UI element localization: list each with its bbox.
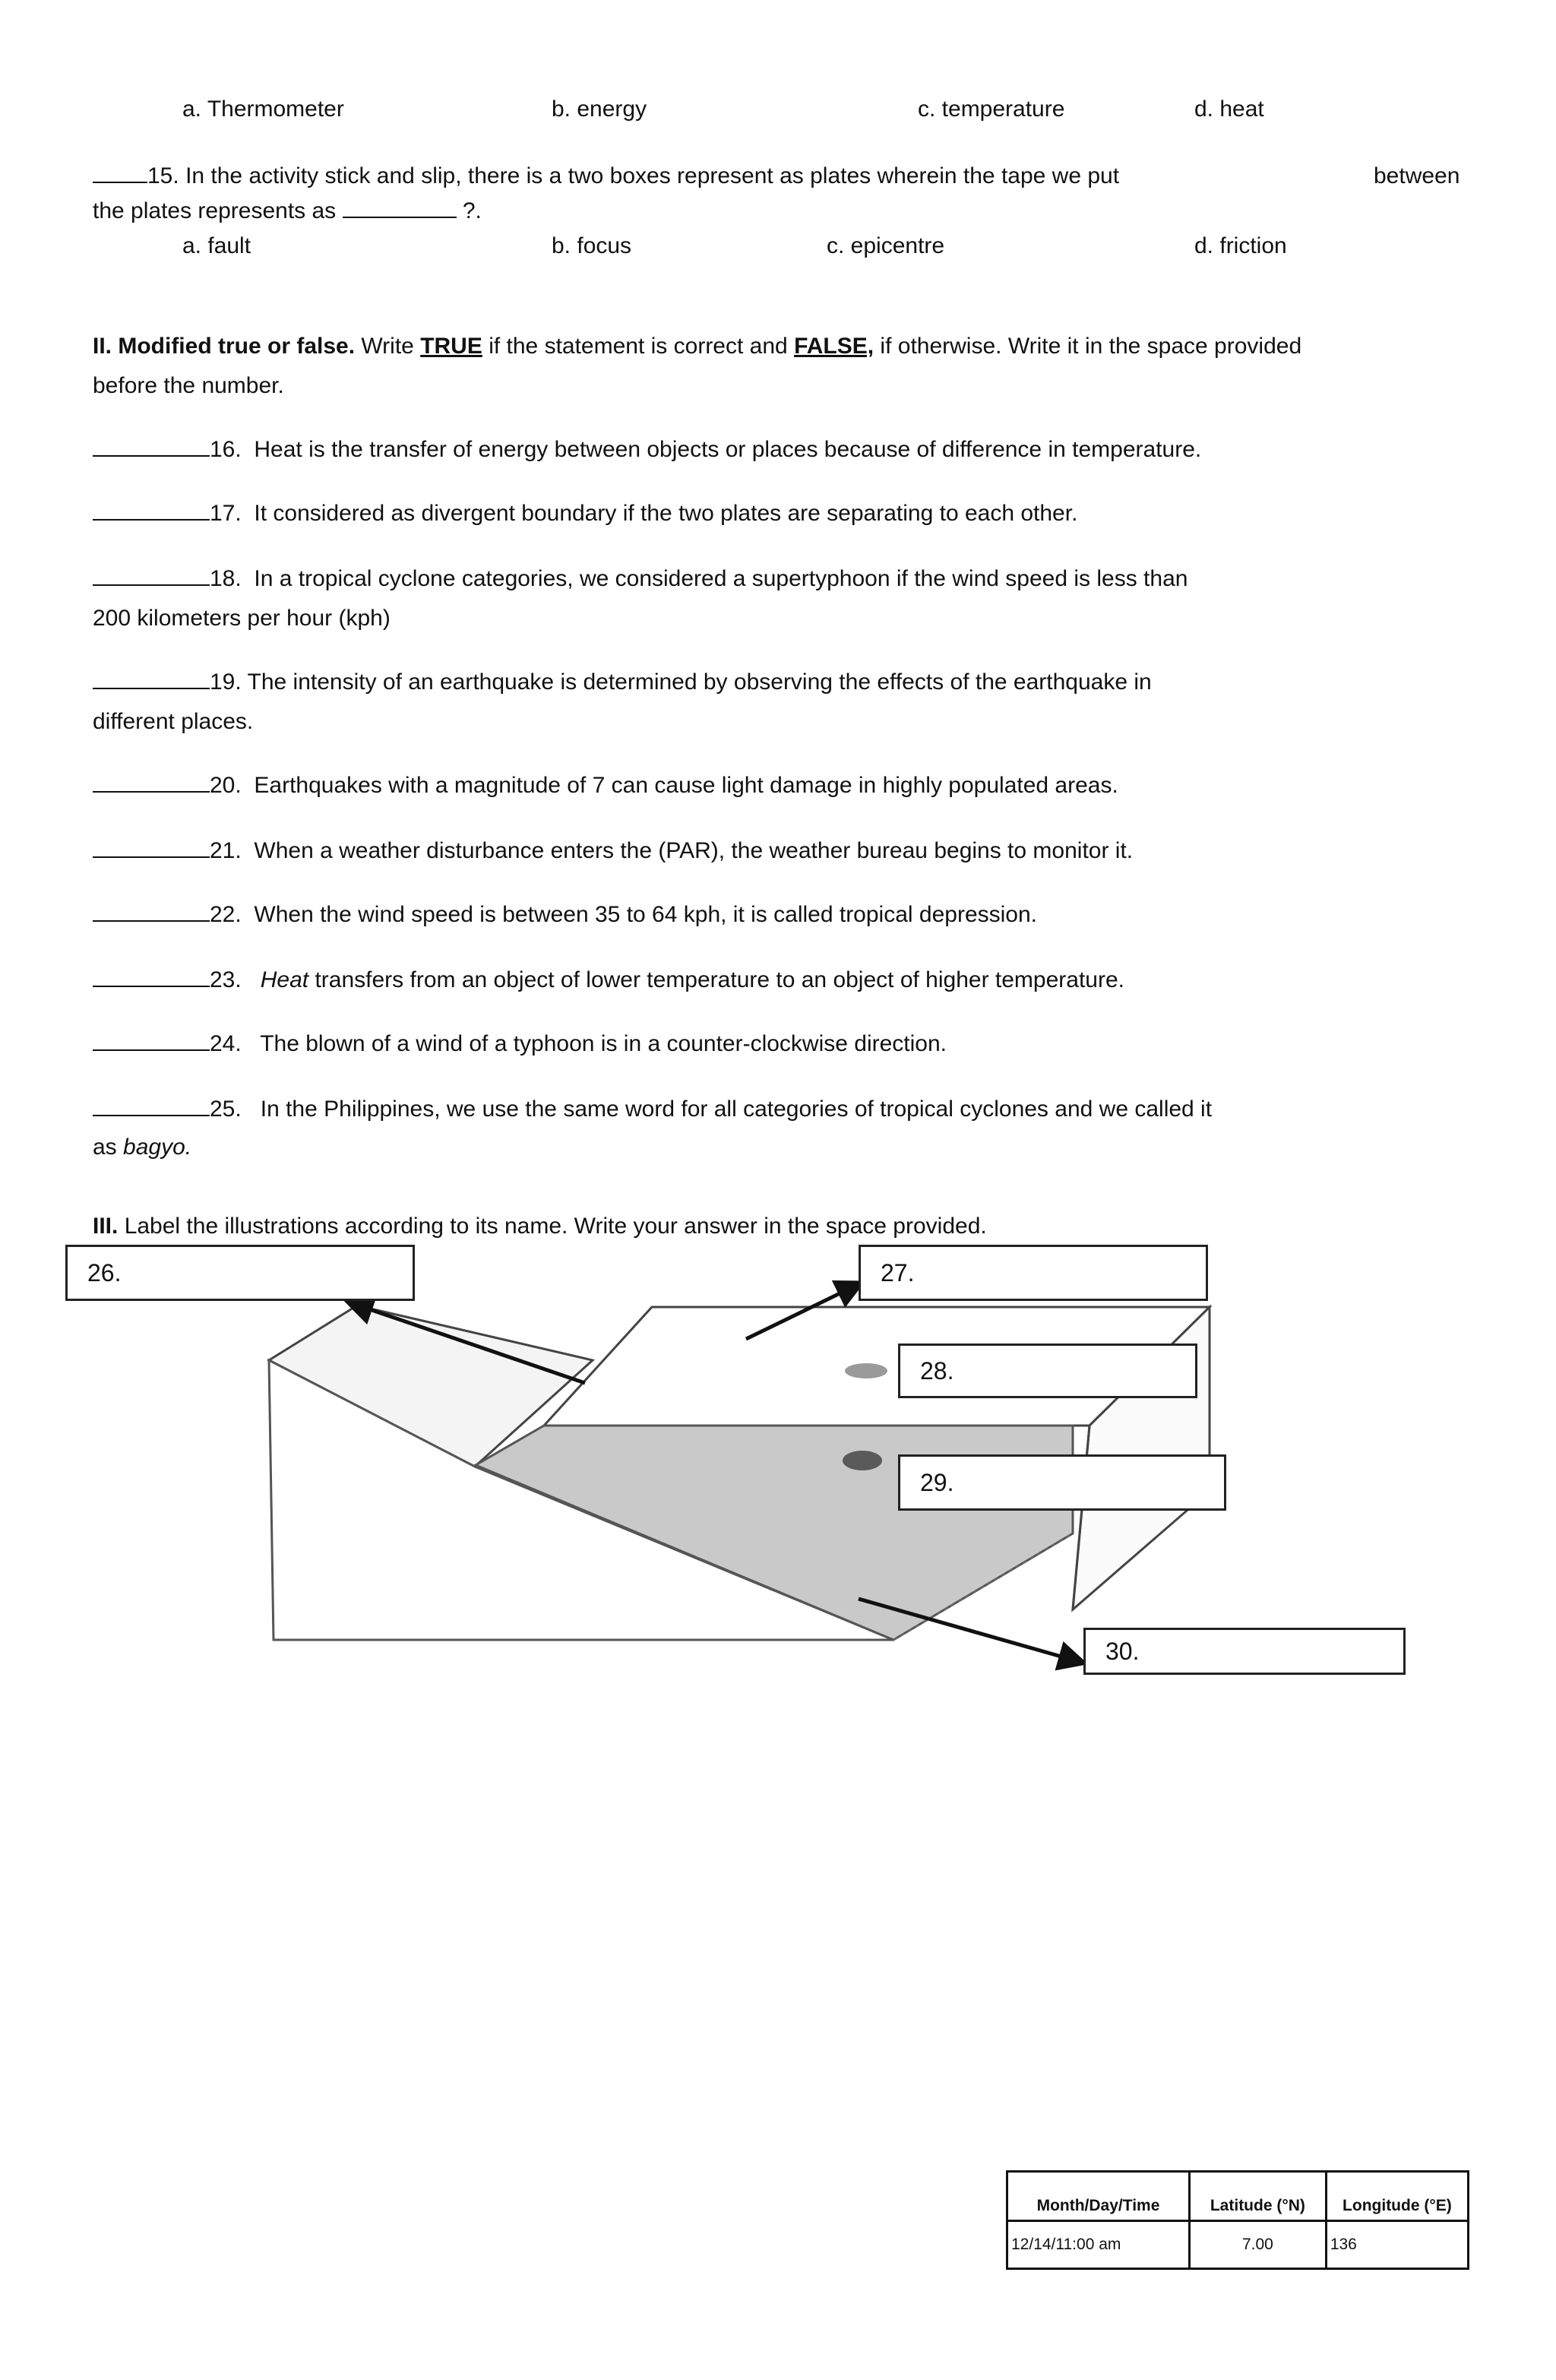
section2-label: II. Modified true or false. — [93, 334, 356, 359]
q15-text: In the activity stick and slip, there is a two boxes represent as plates wherein the tape we put — [185, 163, 1120, 188]
focus-marker — [843, 1451, 882, 1470]
label-box-27[interactable]: 27. — [859, 1245, 1208, 1301]
q15-option-a: a. fault — [182, 233, 251, 258]
cell-latitude: 7.00 — [1189, 2221, 1326, 2269]
label-box-26[interactable]: 26. — [65, 1245, 415, 1301]
q14-option-b: b. energy — [552, 97, 647, 122]
item-17: 17. It considered as divergent boundary if the two plates are separating to each other. — [93, 498, 1077, 529]
item-18-line2: 200 kilometers per hour (kph) — [93, 606, 391, 631]
label-box-28[interactable]: 28. — [898, 1343, 1197, 1398]
header-longitude: Longitude (°E) — [1326, 2172, 1468, 2221]
table-header-row — [1007, 2172, 1469, 2221]
item-25-line2: as bagyo. — [93, 1135, 192, 1160]
false-word: FALSE, — [794, 334, 874, 359]
cell-longitude: 136 — [1326, 2221, 1468, 2269]
storm-track-table — [1006, 2170, 1469, 2270]
header-latitude: Latitude (°N) — [1189, 2172, 1326, 2221]
q15-line2: the plates represents as ?. — [93, 198, 482, 223]
q14-option-c: c. temperature — [918, 97, 1065, 122]
epicenter-marker — [845, 1363, 887, 1378]
q14-option-d: d. heat — [1194, 97, 1264, 122]
item-20: 20. Earthquakes with a magnitude of 7 can cause light damage in highly populated areas. — [93, 771, 1118, 801]
item-18: 18. In a tropical cyclone categories, we considered a supertyphoon if the wind speed is less than — [93, 564, 1188, 594]
item-24: 24. The blown of a wind of a typhoon is in a counter-clockwise direction. — [93, 1029, 947, 1059]
q15-option-d: d. friction — [1194, 233, 1287, 258]
item-25: 25. In the Philippines, we use the same word for all categories of tropical cyclones and we called it — [93, 1094, 1212, 1125]
q15-between: between — [1374, 163, 1460, 188]
item-23: 23. Heat transfers from an object of lower temperature to an object of higher temperature. — [93, 965, 1124, 995]
label-box-29[interactable]: 29. — [898, 1454, 1226, 1511]
q14-option-a: a. Thermometer — [182, 97, 344, 122]
q15-line1: 15. In the activity stick and slip, there is a two boxes represent as plates wherein the tape we put — [93, 161, 1119, 191]
item-22: 22. When the wind speed is between 35 to 64 kph, it is called tropical depression. — [93, 900, 1037, 930]
item-19: 19. The intensity of an earthquake is determined by observing the effects of the earthquake in — [93, 667, 1152, 698]
label-box-30[interactable]: 30. — [1083, 1628, 1406, 1675]
section2-instructions-line2: before the number. — [93, 373, 284, 398]
q15-option-b: b. focus — [552, 233, 632, 258]
section2-instructions: II. Modified true or false. Write TRUE if the statement is correct and FALSE, if otherwise. Write it in the space provided — [93, 334, 1302, 359]
header-month-day-time: Month/Day/Time — [1007, 2172, 1190, 2221]
table-row — [1007, 2221, 1469, 2269]
item-16: 16. Heat is the transfer of energy between objects or places because of difference in temperature. — [93, 435, 1201, 465]
section3-instructions: III. Label the illustrations according to its name. Write your answer in the space provided. — [93, 1214, 987, 1239]
true-word: TRUE — [420, 334, 482, 359]
q15-option-c: c. epicentre — [827, 233, 945, 258]
item-19-line2: different places. — [93, 709, 254, 734]
section3-label: III. — [93, 1214, 119, 1239]
item-21: 21. When a weather disturbance enters the (PAR), the weather bureau begins to monitor it. — [93, 836, 1133, 866]
cell-date-time: 12/14/11:00 am — [1007, 2221, 1190, 2269]
